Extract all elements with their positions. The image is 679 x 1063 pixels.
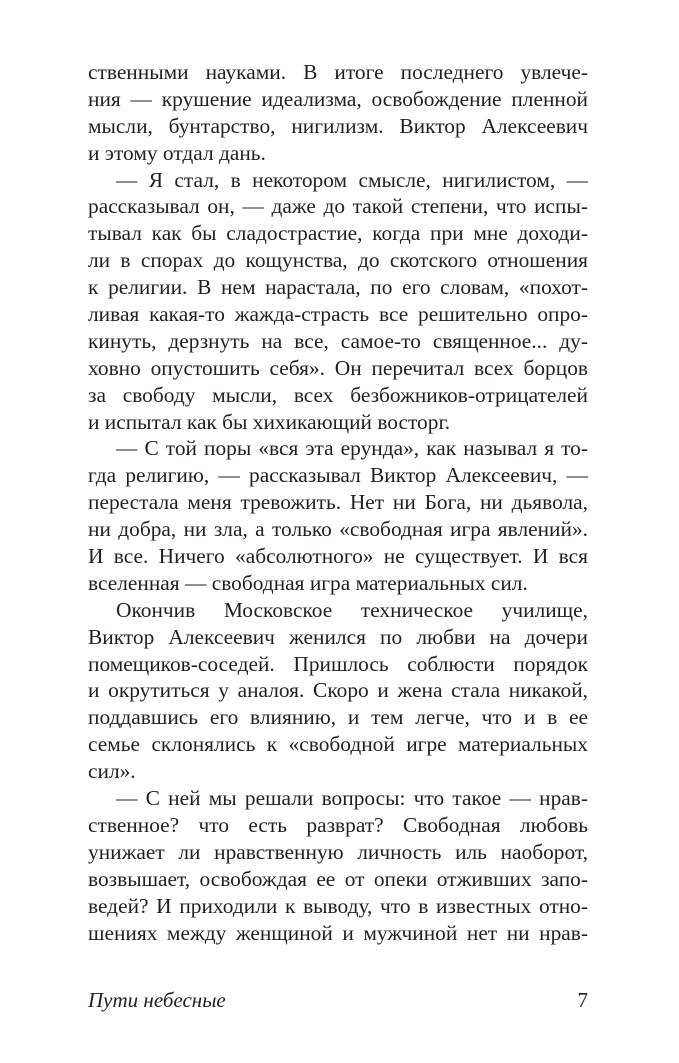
text-line: — Я стал, в некотором смысле, нигилистом, — [116,167,588,192]
text-line: и этому отдал дань. [88,140,266,165]
text-line: — С той поры «вся эта ерунда», как называл я то- [116,436,588,461]
text-line: ховно опустошить себя». Он перечитал всех борцов [88,355,588,380]
text-line: кинуть, дерзнуть на все, самое-то священное... ду- [88,328,588,353]
text-line: мысли, бунтарство, нигилизм. Виктор Алексеевич [88,113,588,138]
paragraph-5 [88,785,588,946]
text-line: рассказывал он, — даже до такой степени, что испы- [88,194,588,219]
paragraph-2 [88,167,588,436]
text-line: ния — крушение идеализма, освобождение пленной [88,86,588,111]
text-line: ственное? что есть разврат? Свободная любовь [88,812,588,837]
text-line: поддавшись его влиянию, и тем легче, что и в ее [88,705,588,730]
text-line: Виктор Алексеевич женился по любви на дочери [88,624,588,649]
text-line: — С ней мы решали вопросы: что такое — нрав- [116,786,588,811]
text-line: ственными науками. В итоге последнего увлече- [88,60,588,84]
text-line: вселенная — свободная игра материальных сил. [88,570,528,595]
text-line: сил». [88,759,136,784]
text-line: ни добра, ни зла, а только «свободная игра явлений». [88,517,588,542]
text-line: семье склонялись к «свободной игре материальных [88,732,588,757]
text-line: унижает ли нравственную личность иль наоборот, [88,839,588,864]
text-line: шениях между женщиной и мужчиной нет ни нрав- [88,920,588,945]
text-line: ли в спорах до кощунства, до скотского отношения [88,248,588,273]
text-line: перестала меня тревожить. Нет ни Бога, ни дьявола, [88,490,588,515]
running-title: Пути небесные [88,988,226,1012]
text-line: и испытал как бы хихикающий восторг. [88,409,451,434]
text-line: И все. Ничего «абсолютного» не существует. И вся [88,544,588,569]
text-line: возвышает, освобождая ее от опеки отживших запо- [88,866,588,891]
text-line: и окрутиться у аналоя. Скоро и жена стала никакой, [88,678,588,703]
page-footer [88,985,588,1015]
paragraph-4 [88,597,588,785]
text-line: ливая какая-то жажда-страсть все решительно опро- [88,302,588,327]
text-line: за свободу мысли, всех безбожников-отрицателей [88,382,588,407]
text-line: помещиков-соседей. Пришлось соблюсти порядок [88,651,588,676]
page-body [88,59,588,946]
paragraph-3 [88,435,588,596]
paragraph-1 [88,59,588,167]
page-number: 7 [577,988,588,1012]
text-line: к религии. В нем нарастала, по его словам, «похот- [88,275,588,300]
text-line: тывал как бы сладострастие, когда при мне доходи- [88,221,588,246]
text-line: гда религию, — рассказывал Виктор Алексеевич, — [88,463,588,488]
text-line: ведей? И приходили к выводу, что в известных отно- [88,893,588,918]
text-line: Окончив Московское техническое училище, [116,597,588,622]
